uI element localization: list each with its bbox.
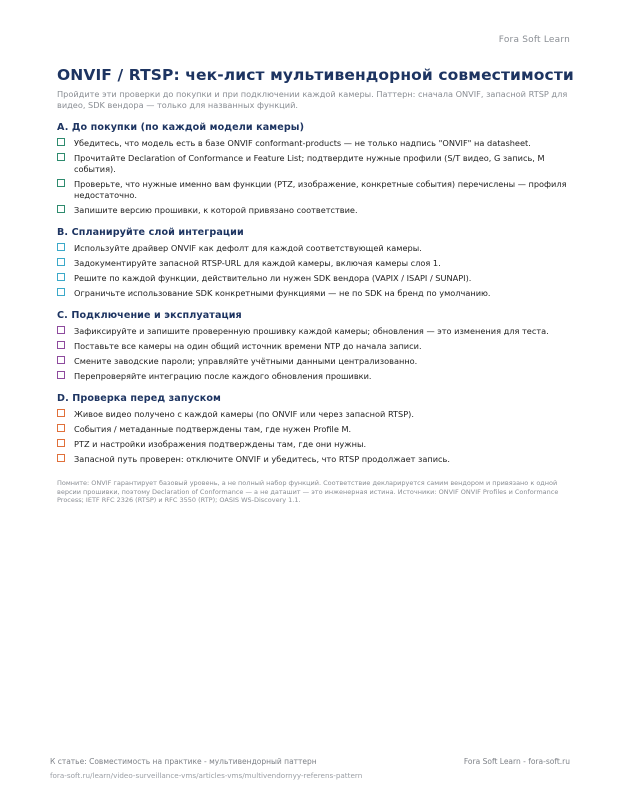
checklist-item (57, 326, 572, 337)
checklist-item-text: Поставьте все камеры на один общий источник времени NTP до начала записи. (74, 341, 422, 351)
checklist-item (57, 243, 572, 254)
section-heading: B. Спланируйте слой интеграции (57, 227, 244, 238)
checklist-item (57, 205, 572, 216)
checklist-item (57, 288, 572, 299)
checklist-item-text: Зафиксируйте и запишите проверенную прошивку каждой камеры; обновления — это изменения для теста. (74, 326, 549, 336)
checklist-item (57, 356, 572, 367)
checklist-item-text: Запасной путь проверен: отключите ONVIF и убедитесь, что RTSP продолжает запись. (74, 454, 450, 464)
checklist-item (57, 424, 572, 435)
checkbox-icon[interactable] (57, 454, 65, 462)
footer-article-url[interactable]: fora-soft.ru/learn/video-surveillance-vms/articles-vms/multivendornyy-referens-pattern (50, 771, 363, 780)
checklist-item-text: Проверьте, что нужные именно вам функции (PTZ, изображение, конкретные события) перечислены — профиля недостаточно. (74, 179, 567, 200)
footer-brand: Fora Soft Learn - fora-soft.ru (463, 757, 570, 766)
checklist-item (57, 341, 572, 352)
checkbox-icon[interactable] (57, 288, 65, 296)
checklist-item-text: Решите по каждой функции, действительно ли нужен SDK вендора (VAPIX / ISAPI / SUNAPI). (74, 273, 472, 283)
checklist-item (57, 179, 572, 201)
checklist-item-text: Запишите версию прошивки, к которой привязано соответствие. (74, 205, 358, 215)
checklist-item-text: Прочитайте Declaration of Conformance и Feature List; подтвердите нужные профили (S/T видео, G запись, M события). (74, 153, 545, 174)
checkbox-icon[interactable] (57, 179, 65, 187)
checkbox-icon[interactable] (57, 439, 65, 447)
checklist (57, 138, 572, 216)
checklist-item-text: Задокументируйте запасной RTSP-URL для каждой камеры, включая камеры слоя 1. (74, 258, 441, 268)
header-brand: Fora Soft Learn (498, 35, 570, 45)
checkbox-icon[interactable] (57, 205, 65, 213)
checkbox-icon[interactable] (57, 258, 65, 266)
section-heading: D. Проверка перед запуском (57, 393, 221, 404)
checkbox-icon[interactable] (57, 371, 65, 379)
page-subtitle: Пройдите эти проверки до покупки и при подключении каждой камеры. Паттерн: сначала ONVIF, запасной RTSP для видео, SDK вендора — только для названных функций. (57, 89, 568, 110)
checklist-item (57, 409, 572, 420)
checklist-item-text: Смените заводские пароли; управляйте учётными данными централизованно. (74, 356, 418, 366)
checklist-page (57, 66, 572, 505)
checkbox-icon[interactable] (57, 341, 65, 349)
checklist-item-text: PTZ и настройки изображения подтверждены там, где они нужны. (74, 439, 367, 449)
checkbox-icon[interactable] (57, 273, 65, 281)
checklist-item-text: Используйте драйвер ONVIF как дефолт для каждой соответствующей камеры. (74, 243, 422, 253)
checklist-item (57, 153, 572, 175)
checkbox-icon[interactable] (57, 424, 65, 432)
footer-article-label: К статье: Совместимость на практике - мультивендорный паттерн (50, 757, 317, 766)
checklist-item (57, 258, 572, 269)
checklist-item (57, 371, 572, 382)
checklist (57, 409, 572, 465)
footnote: Помните: ONVIF гарантирует базовый уровень, а не полный набор функций. Соответствие декларируется самим вендором и привязано к одной версии прошивки, поэтому Declaration of Conformance — а не даташит — это инженерная истина. Источники: ONVIF ONVIF Profiles и Conformance Process; IETF RFC 2326 (RTSP) и RFC 3550 (RTP); OASIS WS-Discovery 1.1. (57, 479, 559, 505)
page-title: ONVIF / RTSP: чек-лист мультивендорной совместимости (57, 66, 574, 84)
checklist-item-text: Ограничьте использование SDK конкретными функциями — не по SDK на бренд по умолчанию. (74, 288, 491, 298)
section-heading: C. Подключение и эксплуатация (57, 310, 242, 321)
checklist (57, 243, 572, 299)
checklist-item (57, 439, 572, 450)
checkbox-icon[interactable] (57, 138, 65, 146)
checkbox-icon[interactable] (57, 326, 65, 334)
checkbox-icon[interactable] (57, 243, 65, 251)
checkbox-icon[interactable] (57, 409, 65, 417)
checkbox-icon[interactable] (57, 356, 65, 364)
checklist-item (57, 138, 572, 149)
checklist (57, 326, 572, 382)
checklist-item-text: События / метаданные подтверждены там, где нужен Profile M. (74, 424, 352, 434)
checklist-item-text: Живое видео получено с каждой камеры (по ONVIF или через запасной RTSP). (74, 409, 414, 419)
checklist-item-text: Убедитесь, что модель есть в базе ONVIF conformant-products — не только надпись "ONVIF" на datasheet. (74, 138, 531, 148)
checklist-item (57, 454, 572, 465)
section-heading: A. До покупки (по каждой модели камеры) (57, 122, 305, 133)
checklist-item (57, 273, 572, 284)
checklist-sections (57, 122, 572, 465)
checkbox-icon[interactable] (57, 153, 65, 161)
checklist-item-text: Перепроверяйте интеграцию после каждого обновления прошивки. (74, 371, 372, 381)
footer-article (50, 755, 362, 783)
